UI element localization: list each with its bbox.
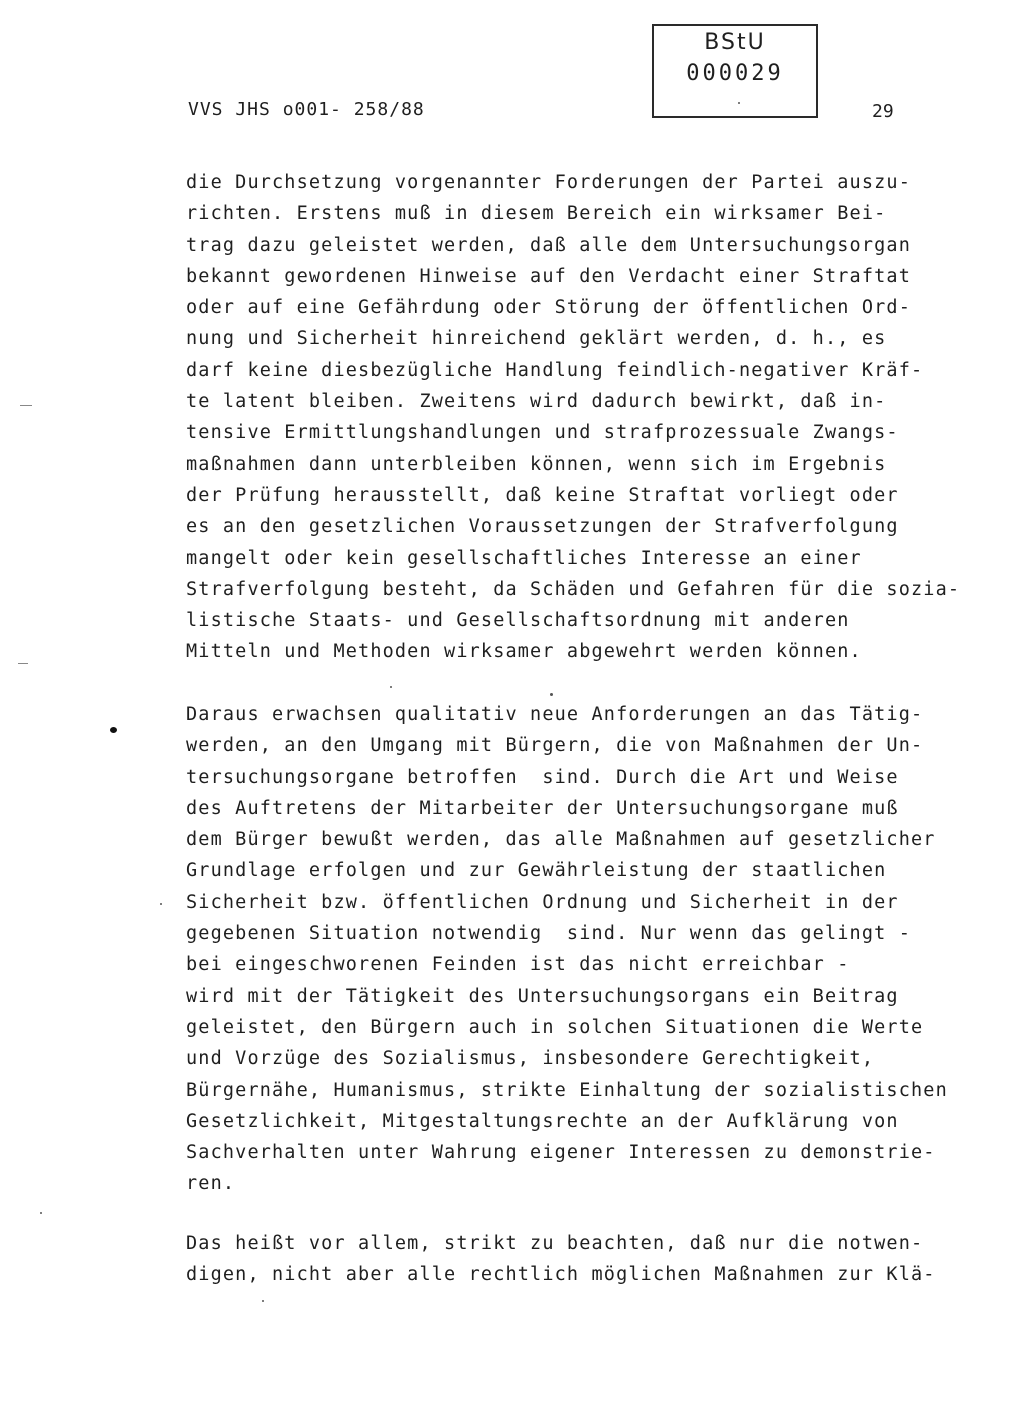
text-line: bei eingeschworenen Feinden ist das nicht erreichbar -: [186, 954, 850, 976]
document-reference: VVS JHS o001- 258/88: [188, 99, 425, 120]
text-line: trag dazu geleistet werden, daß alle dem Untersuchungsorgan: [186, 234, 911, 256]
scan-speck: [738, 102, 740, 104]
scan-speck: [20, 405, 32, 406]
scan-speck: [160, 903, 162, 905]
text-line: es an den gesetzlichen Voraussetzungen der Strafverfolgung: [186, 516, 899, 538]
text-line: listische Staats- und Gesellschaftsordnung mit anderen: [186, 610, 850, 632]
text-line: Sachverhalten unter Wahrung eigener Interessen zu demonstrie-: [186, 1142, 936, 1164]
text-line: der Prüfung herausstellt, daß keine Straftat vorliegt oder: [186, 484, 899, 506]
scan-speck: [18, 663, 28, 664]
text-line: Bürgernähe, Humanismus, strikte Einhaltung der sozialistischen: [186, 1079, 948, 1101]
scan-speck: [390, 686, 392, 688]
scan-speck: [262, 1300, 264, 1302]
text-line: dem Bürger bewußt werden, das alle Maßnahmen auf gesetzlicher: [186, 829, 936, 851]
text-line: Mitteln und Methoden wirksamer abgewehrt werden können.: [186, 641, 862, 663]
paragraph-1: [186, 167, 986, 668]
scan-speck: [110, 727, 117, 733]
text-line: Grundlage erfolgen und zur Gewährleistung der staatlichen: [186, 860, 887, 882]
text-line: Gesetzlichkeit, Mitgestaltungsrechte an der Aufklärung von: [186, 1110, 899, 1132]
scan-speck: [550, 693, 553, 696]
text-line: wird mit der Tätigkeit des Untersuchungsorgans ein Beitrag: [186, 985, 899, 1007]
scan-speck: [40, 1212, 42, 1214]
text-line: tersuchungsorgane betroffen sind. Durch die Art und Weise: [186, 766, 899, 788]
text-line: oder auf eine Gefährdung oder Störung der öffentlichen Ord-: [186, 297, 911, 319]
text-line: digen, nicht aber alle rechtlich möglichen Maßnahmen zur Klä-: [186, 1264, 936, 1286]
text-line: tensive Ermittlungshandlungen und strafprozessuale Zwangs-: [186, 422, 899, 444]
stamp-page-number: 000029: [686, 61, 784, 86]
text-line: darf keine diesbezügliche Handlung feindlich-negativer Kräf-: [186, 359, 924, 381]
text-line: mangelt oder kein gesellschaftliches Interesse an einer: [186, 547, 862, 569]
text-line: gegebenen Situation notwendig sind. Nur wenn das gelingt -: [186, 923, 911, 945]
text-line: und Vorzüge des Sozialismus, insbesondere Gerechtigkeit,: [186, 1048, 875, 1070]
text-line: maßnahmen dann unterbleiben können, wenn sich im Ergebnis: [186, 453, 887, 475]
text-line: Sicherheit bzw. öffentlichen Ordnung und Sicherheit in der: [186, 891, 899, 913]
text-line: des Auftretens der Mitarbeiter der Untersuchungsorgane muß: [186, 797, 899, 819]
stamp-archive-label: BStU: [704, 30, 766, 55]
text-line: bekannt gewordenen Hinweise auf den Verdacht einer Straftat: [186, 265, 911, 287]
text-line: nung und Sicherheit hinreichend geklärt werden, d. h., es: [186, 328, 887, 350]
archive-stamp: [652, 24, 818, 118]
text-line: te latent bleiben. Zweitens wird dadurch bewirkt, daß in-: [186, 391, 887, 413]
text-line: richten. Erstens muß in diesem Bereich ein wirksamer Bei-: [186, 203, 887, 225]
paragraph-3: [186, 1228, 986, 1291]
text-line: ren.: [186, 1173, 236, 1195]
text-line: werden, an den Umgang mit Bürgern, die von Maßnahmen der Un-: [186, 735, 924, 757]
text-line: Daraus erwachsen qualitativ neue Anforderungen an das Tätig-: [186, 704, 924, 725]
page-number: 29: [872, 101, 894, 122]
text-line: geleistet, den Bürgern auch in solchen Situationen die Werte: [186, 1016, 924, 1038]
text-line: Strafverfolgung besteht, da Schäden und Gefahren für die sozia-: [186, 578, 961, 600]
text-line: die Durchsetzung vorgenannter Forderungen der Partei auszu-: [186, 172, 911, 193]
text-line: Das heißt vor allem, strikt zu beachten, daß nur die notwen-: [186, 1233, 924, 1254]
paragraph-2: [186, 699, 986, 1200]
